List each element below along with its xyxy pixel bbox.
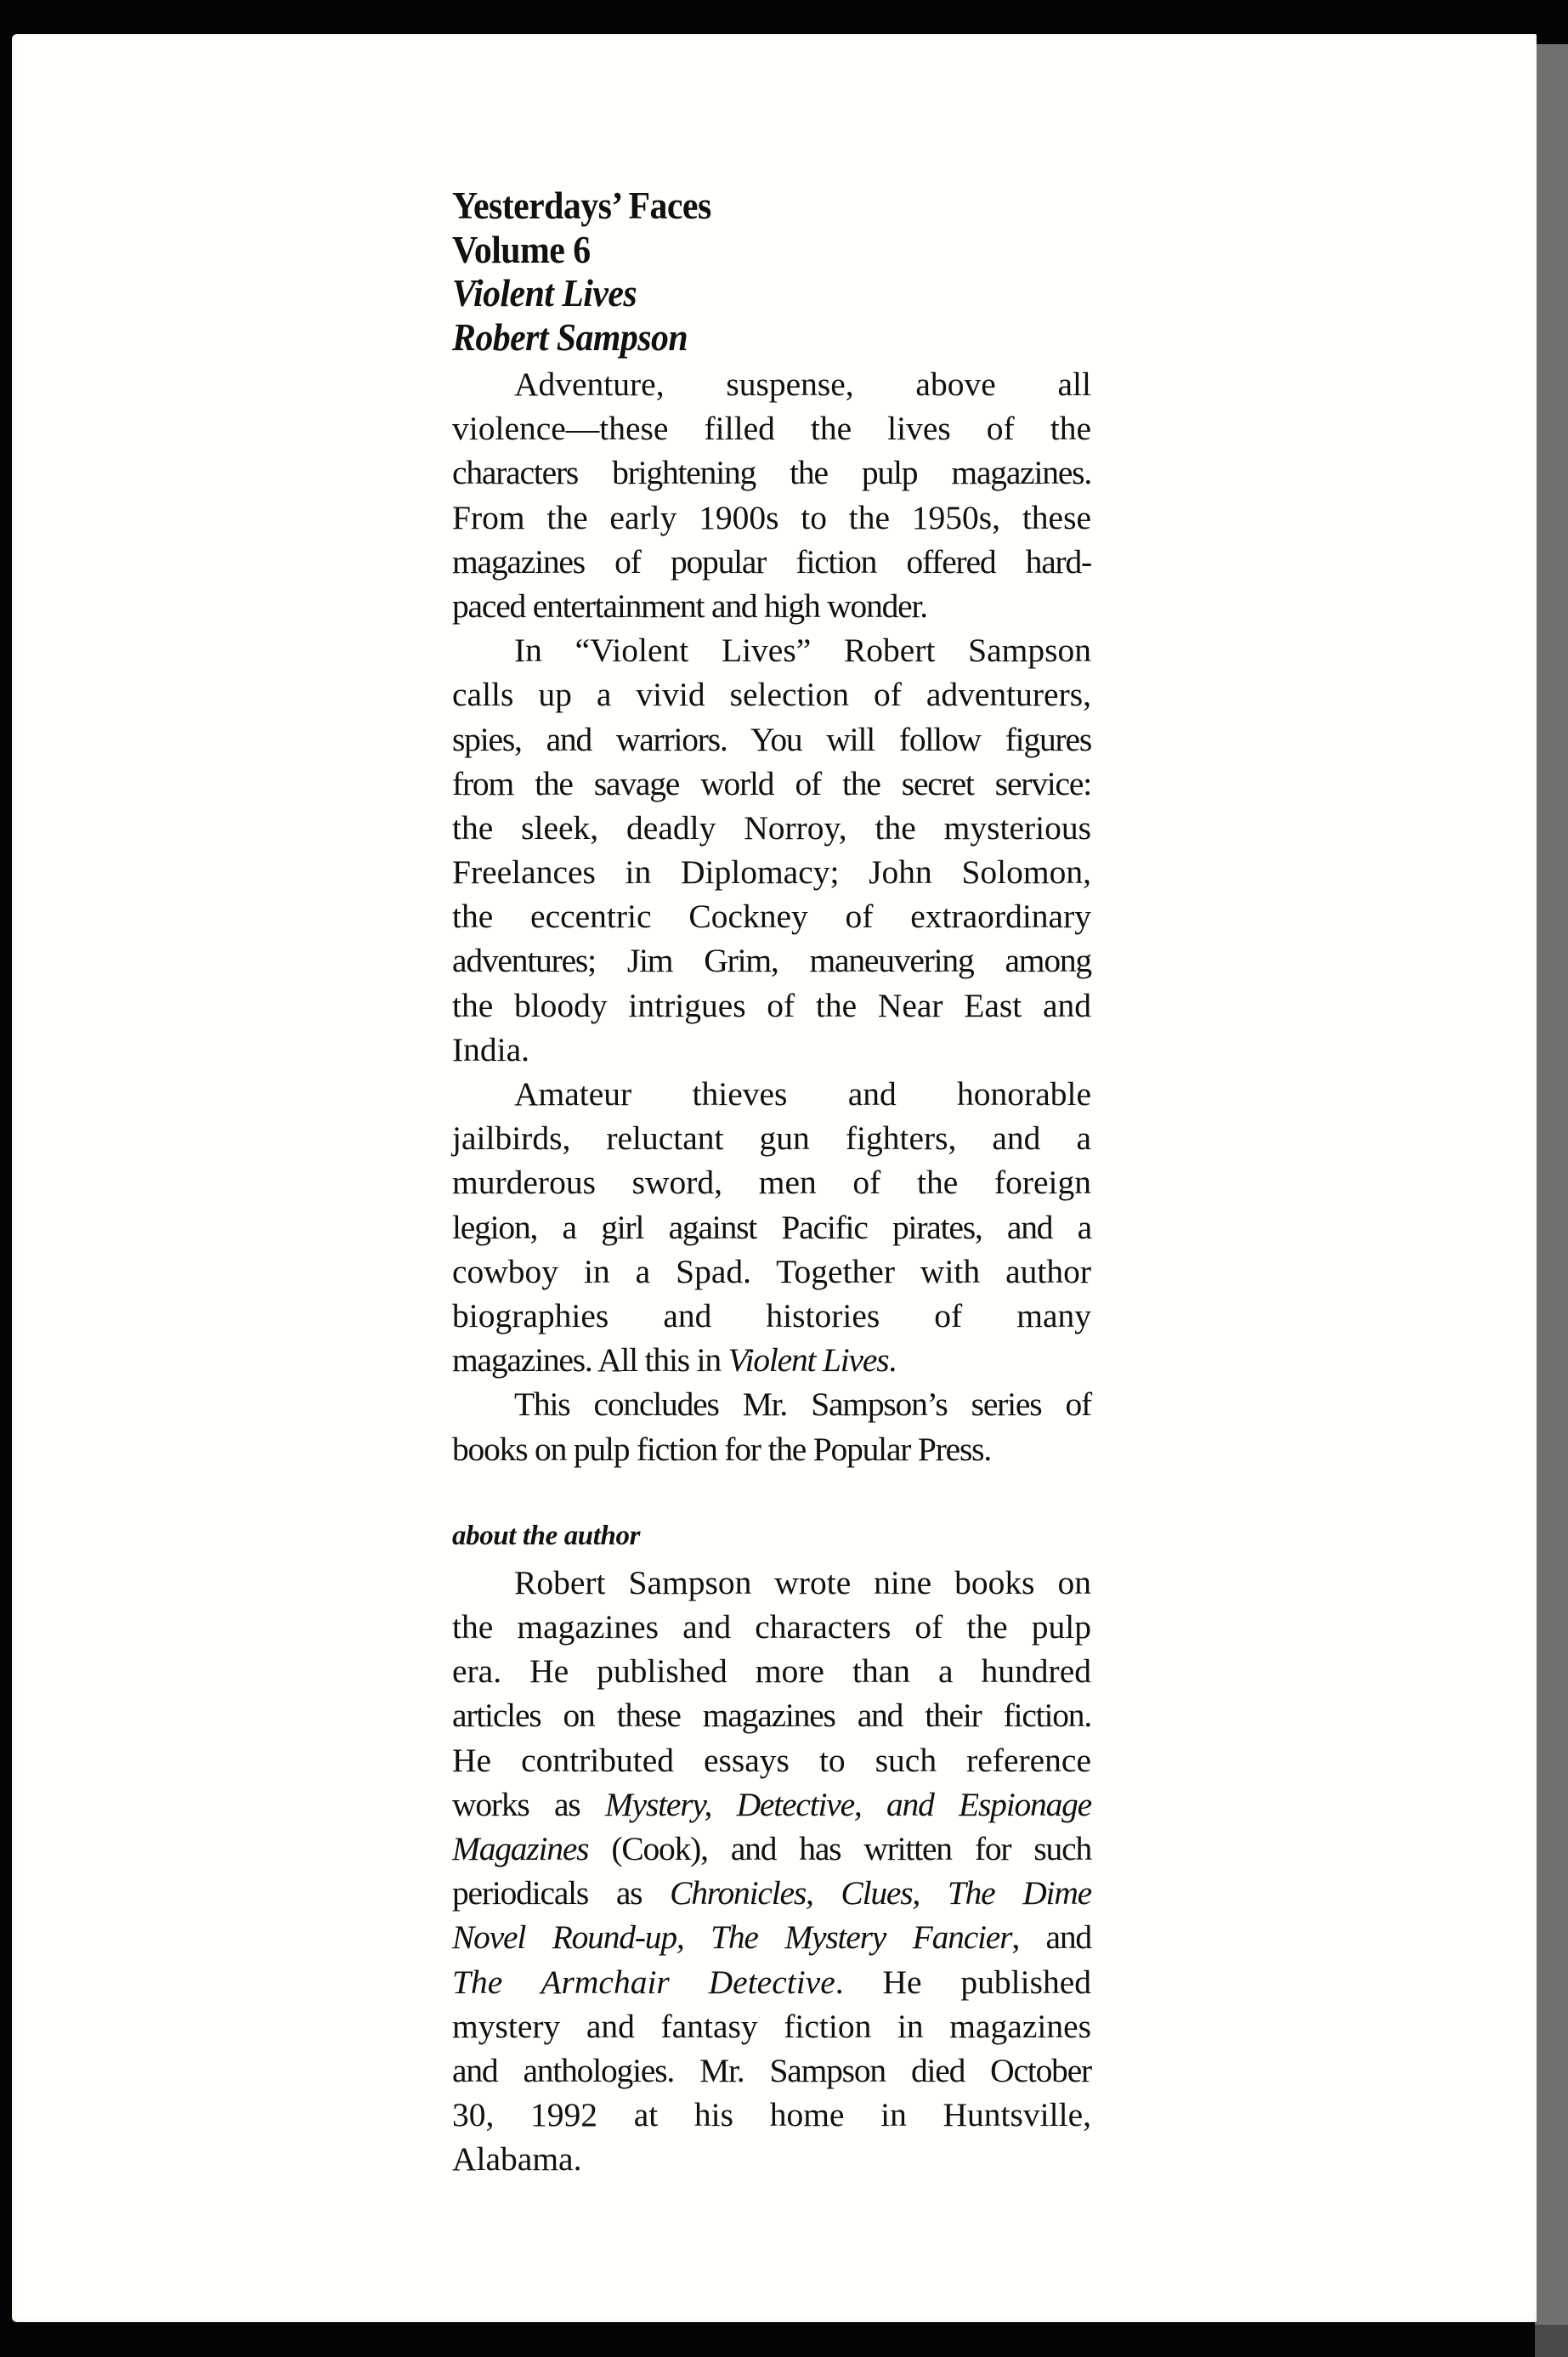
text-line: India. — [452, 1030, 530, 1068]
italic-title-run: Novel Round-up, The Mystery Fancier — [452, 1918, 1012, 1957]
text-line — [452, 1827, 1091, 1871]
text-line — [452, 1782, 1091, 1827]
text-line: Amateur thieves and honorable — [514, 1075, 1091, 1113]
text-line: murderous sword, men of the foreign — [452, 1164, 1091, 1202]
series-title: Yesterdays’ Faces — [452, 184, 711, 227]
text-run: He contributed essays to such reference — [452, 1741, 1091, 1779]
text-line: characters brightening the pulp magazines. — [452, 454, 1091, 492]
text-line — [452, 1693, 1091, 1737]
text-run: the magazines and characters of the pulp — [452, 1608, 1091, 1646]
text-run: Alabama. — [452, 2140, 582, 2179]
text-line — [452, 1561, 1091, 1605]
text-run: era. He published more than a hundred — [452, 1652, 1091, 1691]
text-line: adventures; Jim Grim, maneuvering among — [452, 942, 1091, 980]
text-line: biographies and histories of many — [452, 1296, 1091, 1334]
description-paragraph — [452, 628, 1091, 1072]
text-line — [452, 1649, 1091, 1693]
text-line: spies, and warriors. You will follow figures — [452, 720, 1091, 758]
text-line — [452, 2093, 1091, 2137]
scan-edge-shadow — [1535, 2325, 1568, 2357]
text-line — [452, 1915, 1091, 1959]
text-line: books on pulp fiction for the Popular Press. — [452, 1430, 991, 1468]
text-line: violence—these filled the lives of the — [452, 410, 1091, 448]
text-line: jailbirds, reluctant gun fighters, and a — [452, 1119, 1091, 1158]
text-line: calls up a vivid selection of adventurers, — [452, 676, 1091, 714]
volume-label: Volume 6 — [452, 228, 591, 271]
text-line — [452, 1338, 1091, 1382]
text-line: cowboy in a Spad. Together with author — [452, 1252, 1091, 1290]
text-line: legion, a girl against Pacific pirates, and a — [452, 1208, 1091, 1246]
text-run: . — [888, 1341, 897, 1380]
text-line — [452, 1605, 1091, 1649]
text-line: This concludes Mr. Sampson’s series of — [514, 1385, 1091, 1424]
text-run: works as — [452, 1785, 605, 1823]
text-line — [452, 2137, 1091, 2181]
italic-title-run: The Armchair Detective — [452, 1963, 835, 2001]
text-line: Adventure, suspense, above all — [514, 365, 1091, 403]
about-author-heading: about the author — [452, 1520, 641, 1551]
text-line — [452, 2048, 1091, 2093]
italic-title-run: Chronicles, Clues, The Dime — [670, 1874, 1091, 1912]
description — [452, 362, 1091, 1471]
text-line — [452, 1871, 1091, 1915]
text-line: the sleek, deadly Norroy, the mysterious — [452, 808, 1091, 847]
book-title: Violent Lives — [452, 272, 637, 314]
text-run: 30, 1992 at his home in Huntsville, — [452, 2096, 1091, 2134]
text-line: the bloody intrigues of the Near East and — [452, 986, 1091, 1024]
text-line: paced entertainment and high wonder. — [452, 586, 927, 625]
text-line — [452, 1738, 1091, 1782]
text-run: (Cook), and has written for such — [588, 1830, 1091, 1868]
about-author-text — [452, 1561, 1091, 2182]
italic-title-run: Magazines — [452, 1830, 589, 1868]
text-run: periodicals as — [452, 1874, 671, 1912]
description-paragraph — [452, 1072, 1091, 1382]
text-run: magazines. All this in — [452, 1341, 728, 1380]
text-run: Robert Sampson wrote nine books on — [514, 1563, 1091, 1601]
text-line: magazines of popular fiction offered hard- — [452, 542, 1091, 581]
text-line — [452, 1960, 1091, 2004]
book-back-cover — [12, 34, 1537, 2322]
text-run: articles on these magazines and their fiction. — [452, 1697, 1091, 1735]
italic-title-run: Mystery, Detective, and Espionage — [604, 1785, 1091, 1823]
text-run: , and — [1011, 1918, 1091, 1957]
book-title-reference: Violent Lives — [727, 1341, 889, 1380]
blurb-column — [452, 184, 1091, 2182]
text-run: . He published — [835, 1963, 1091, 2001]
text-line: From the early 1900s to the 1950s, these — [452, 498, 1091, 536]
text-line: the eccentric Cockney of extraordinary — [452, 898, 1091, 936]
description-paragraph — [452, 1382, 1091, 1470]
text-line — [452, 2004, 1091, 2048]
text-line: from the savage world of the secret service: — [452, 764, 1091, 802]
text-line: Freelances in Diplomacy; John Solomon, — [452, 853, 1091, 892]
text-run: mystery and fantasy fiction in magazines — [452, 2007, 1091, 2045]
text-run: and anthologies. Mr. Sampson died October — [452, 2051, 1091, 2089]
description-paragraph — [452, 362, 1091, 628]
scan-edge-strip — [1535, 44, 1568, 2357]
author-name: Robert Sampson — [452, 315, 688, 359]
text-line: In “Violent Lives” Robert Sampson — [514, 632, 1091, 670]
